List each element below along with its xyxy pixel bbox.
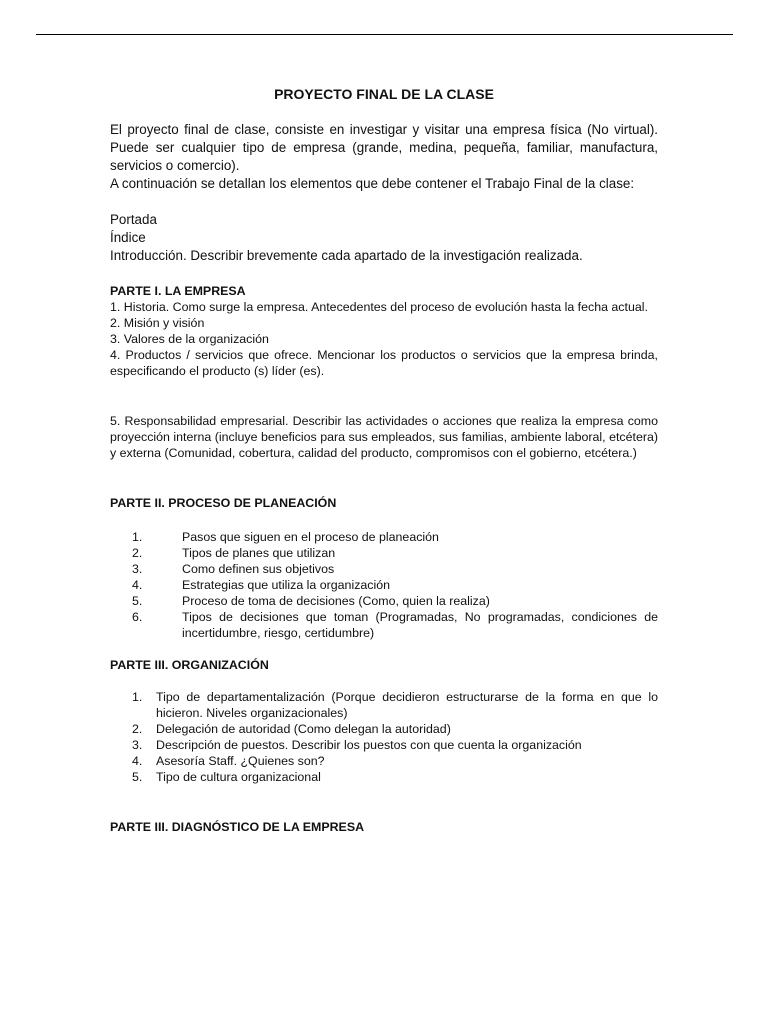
intro-paragraph-1: El proyecto final de clase, consiste en investigar y visitar una empresa física (No virtual). Puede ser cualquier tipo de empresa (grande, medina, pequeña, familiar, manufactura, servicios o comercio). [110, 122, 658, 173]
list-item: 1. Pasos que siguen en el proceso de planeación [132, 530, 439, 544]
part3-heading: PARTE III. ORGANIZACIÓN [110, 658, 269, 672]
list-item: 5. Proceso de toma de decisiones (Como, quien la realiza) [132, 594, 490, 608]
part1-item: 3. Valores de la organización [110, 332, 269, 346]
part1-heading: PARTE I. LA EMPRESA [110, 284, 246, 298]
part1-item: 2. Misión y visión [110, 316, 205, 330]
part3-list [110, 689, 658, 785]
part2-heading: PARTE II. PROCESO DE PLANEACIÓN [110, 496, 337, 510]
intro-paragraph-2: A continuación se detallan los elementos que debe contener el Trabajo Final de la clase: [110, 176, 635, 191]
element-indice: Índice [110, 230, 146, 245]
list-item: 2. Delegación de autoridad (Como delegan la autoridad) [132, 722, 451, 736]
element-portada: Portada [110, 212, 157, 227]
part1-item: 1. Historia. Como surge la empresa. Antecedentes del proceso de evolución hasta la fecha actual. [110, 300, 648, 314]
list-item: 1. Tipo de departamentalización (Porque decidieron estructurarse de la forma en que lo hicieron. Niveles organizacionales) [132, 690, 658, 720]
list-item: 4. Asesoría Staff. ¿Quienes son? [132, 754, 325, 768]
document-title: PROYECTO FINAL DE LA CLASE [274, 86, 494, 102]
list-item: 5. Tipo de cultura organizacional [132, 770, 321, 784]
list-item: 3. Como definen sus objetivos [132, 562, 335, 576]
header-rule [36, 34, 733, 35]
part4-heading: PARTE III. DIAGNÓSTICO DE LA EMPRESA [110, 820, 365, 834]
element-introduccion: Introducción. Describir brevemente cada apartado de la investigación realizada. [110, 248, 583, 263]
list-item: 4. Estrategias que utiliza la organización [132, 578, 391, 592]
list-item: 3. Descripción de puestos. Describir los puestos con que cuenta la organización [132, 738, 582, 752]
list-item: 6. Tipos de decisiones que toman (Programadas, No programadas, condiciones de incertidumbre, riesgo, certidumbre) [132, 610, 658, 640]
list-item: 2. Tipos de planes que utilizan [132, 546, 336, 560]
part2-list [110, 529, 658, 641]
document-body [110, 86, 658, 835]
part1-item-5: 5. Responsabilidad empresarial. Describir las actividades o acciones que realiza la empresa como proyección interna (incluye beneficios para sus empleados, sus familias, ambiente laboral, etcétera) y externa (Comunidad, cobertura, calidad del producto, compromisos con el gobierno, etcétera.) [110, 414, 658, 460]
part1-item: 4. Productos / servicios que ofrece. Mencionar los productos o servicios que la empresa brinda, especificando el producto (s) líder (es). [110, 348, 658, 378]
